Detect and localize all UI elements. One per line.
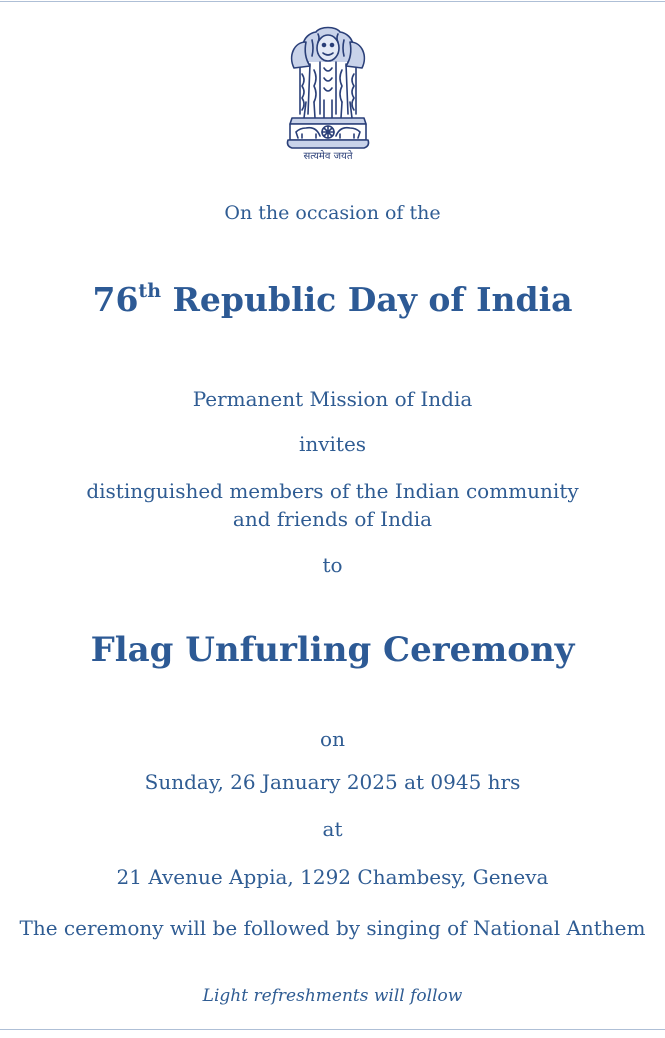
page-title (0, 280, 665, 319)
invites-line: invites (298, 432, 367, 456)
guests-line-1: distinguished members of the Indian community (86, 479, 579, 503)
title-text: Republic Day of India (161, 280, 573, 319)
occasion-line: On the occasion of the (224, 202, 441, 224)
title-number: 76 (92, 280, 139, 319)
event-title: Flag Unfurling Ceremony (90, 630, 575, 670)
to-line: to (322, 553, 343, 577)
date-time-line: Sunday, 26 January 2025 at 0945 hrs (144, 770, 521, 794)
at-line: at (322, 817, 343, 841)
top-rule (0, 1, 665, 2)
refreshments-note: Light refreshments will follow (202, 986, 463, 1006)
title-ordinal-suffix: th (138, 280, 162, 302)
anthem-note: The ceremony will be followed by singing of National Anthem (19, 916, 646, 940)
guests-line-2: and friends of India (232, 507, 433, 531)
national-emblem-icon (280, 22, 376, 167)
bottom-rule (0, 1029, 665, 1030)
on-line: on (320, 727, 345, 751)
emblem-motto: सत्यमेव जयते (303, 151, 353, 162)
host-line: Permanent Mission of India (192, 387, 473, 411)
venue-line: 21 Avenue Appia, 1292 Chambesy, Geneva (116, 865, 549, 889)
